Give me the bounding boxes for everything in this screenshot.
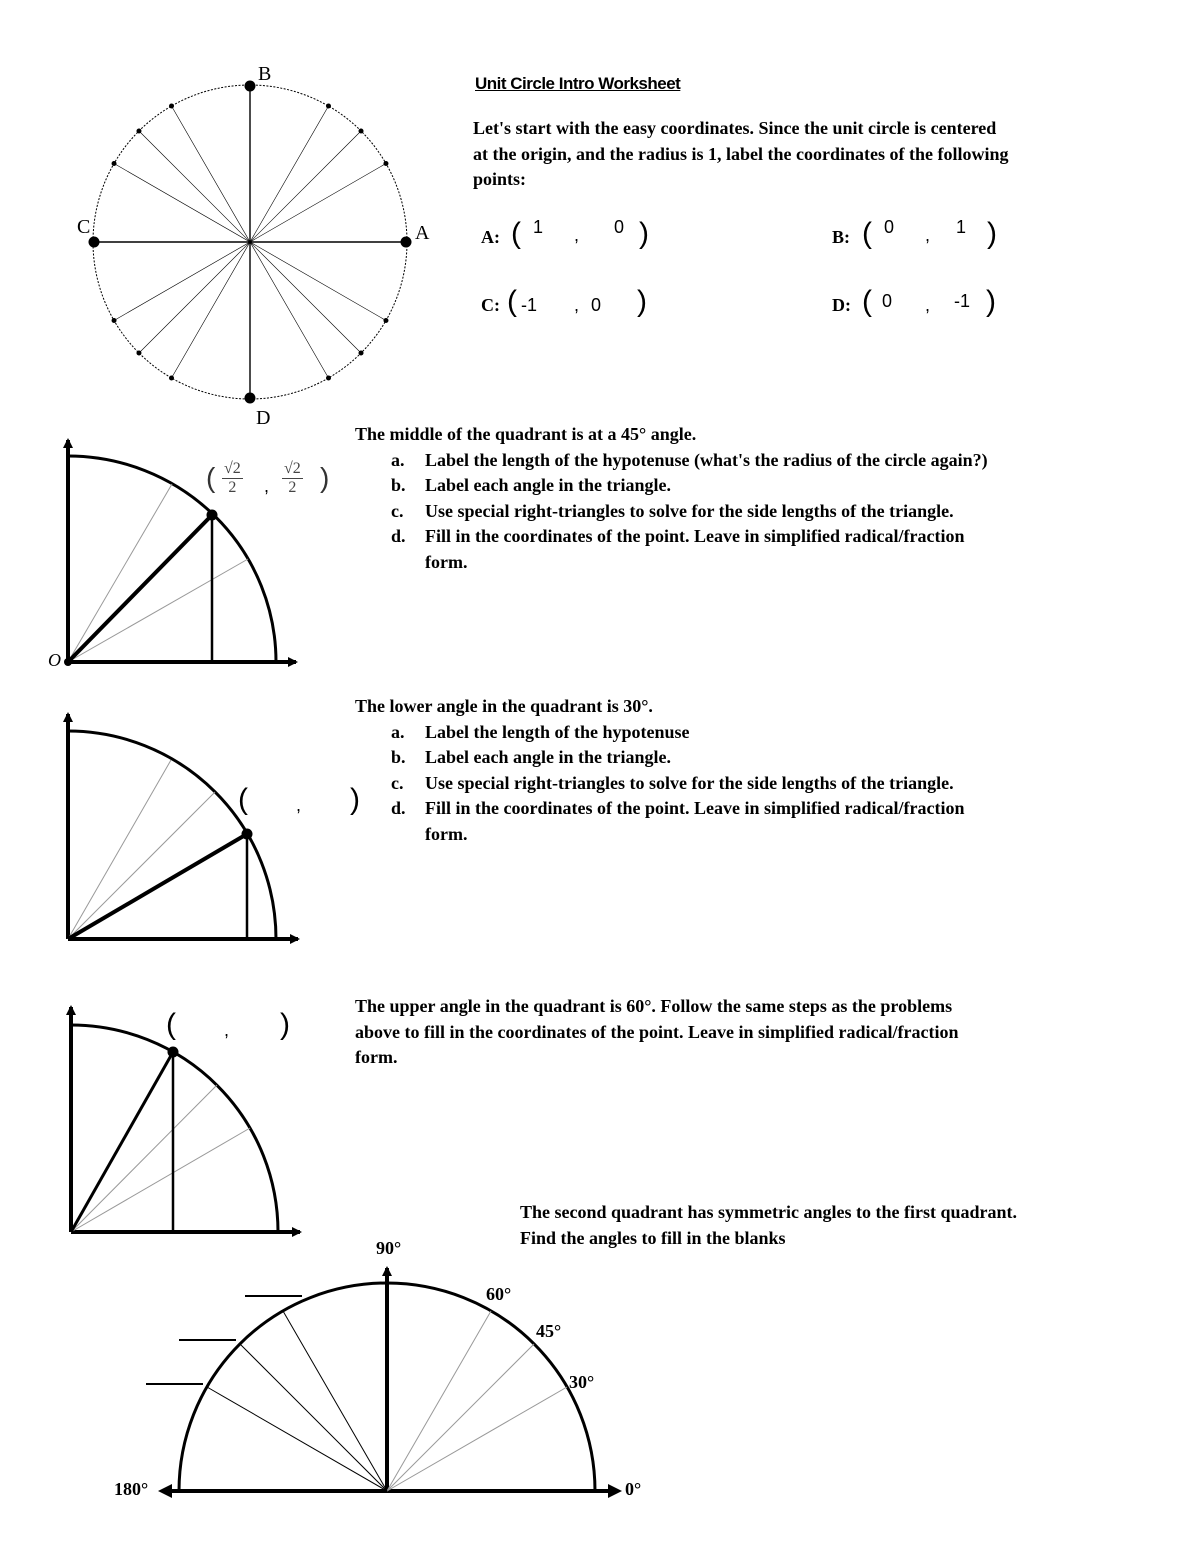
semi-line-60 [387,1311,491,1491]
q60-answer-coordinate [166,1008,306,1052]
intro-line-3: points: [473,169,527,189]
angle-label-0: 0° [625,1479,642,1499]
intro-line-2: at the origin, and the radius is 1, label the coordinates of the following [473,143,1009,164]
q30-point [242,829,253,840]
step-item [355,796,1155,822]
step-item [355,771,1155,797]
second-quadrant-line-2: Find the angles to fill in the blanks [520,1227,786,1248]
coordinate-c-label: C: [481,295,500,315]
step-letter: c. [391,772,404,793]
angle-label-60: 60° [486,1284,512,1304]
q45-x-fraction [222,460,243,497]
intro-line-1: Let's start with the easy coordinates. Since the unit circle is centered [473,118,997,138]
angle-dot [112,318,117,323]
intro-paragraph [473,116,1173,193]
q30-open-paren: ( [238,783,248,816]
coordinate-a-x: 1 [533,217,544,237]
q45-hypotenuse [68,515,212,662]
step-letter: d. [391,526,406,546]
step-text: Label the length of the hypotenuse (what's the radius of the circle again?) [425,449,988,470]
q45-y-denominator: 2 [288,479,297,496]
step-item [355,473,1155,499]
q45-x-denominator: 2 [228,479,237,496]
q45-x-numerator: √2 [224,460,241,477]
section-60-line-2: above to fill in the coordinates of the point. Leave in simplified radical/fraction [355,1021,959,1042]
label-b: B [258,63,272,85]
section-30-text [355,694,1155,847]
step-letter: b. [391,475,406,495]
q30-close-paren: ) [350,783,360,816]
step-item [355,448,1155,474]
semi-arrow-left [158,1484,172,1498]
step-item [355,550,1155,576]
semi-line-30 [387,1387,567,1491]
coordinate-d-open-paren: ( [862,285,872,318]
q60-guide-45 [71,1085,217,1232]
step-item [355,720,1155,746]
section-45-text [355,422,1155,575]
coordinate-d-close-paren: ) [986,285,996,318]
section-30-intro: The lower angle in the quadrant is 30°. [355,696,653,716]
angle-label-180: 180° [114,1479,149,1499]
point-a [401,237,412,248]
coordinate-d [832,285,1032,325]
step-item [355,822,1155,848]
q60-close-paren: ) [280,1008,290,1041]
coordinate-a-label: A: [481,227,500,247]
semi-line-135 [240,1344,387,1491]
step-text: form. [425,551,468,572]
angle-label-45: 45° [536,1321,562,1341]
q45-guide-30 [68,559,248,662]
q30-answer-coordinate [238,783,378,827]
step-text: Fill in the coordinates of the point. Leave in simplified radical/fraction [425,526,965,546]
q45-origin-dot [64,658,72,666]
origin-label: O [48,650,61,670]
angle-label-30: 30° [569,1372,595,1392]
coordinate-d-y: -1 [954,291,971,311]
coordinate-c-open-paren: ( [507,285,517,318]
angle-dot [326,375,331,380]
coordinate-b-close-paren: ) [987,217,997,250]
semi-arrow-right [608,1484,622,1498]
angle-dot [359,351,364,356]
step-letter: b. [391,747,406,767]
step-item [355,499,1155,525]
q45-comma: , [264,476,270,496]
coordinate-b-comma: , [925,225,931,245]
q60-guide-30 [71,1128,250,1232]
coordinate-a-comma: , [574,225,580,245]
coordinate-d-comma: , [925,295,931,315]
semi-line-120 [283,1311,387,1491]
step-text: Label each angle in the triangle. [425,747,671,767]
angle-dot [326,104,331,109]
coordinate-d-x: 0 [882,291,893,311]
semi-line-150 [207,1387,387,1491]
angle-dot [383,161,388,166]
coordinate-c-comma: , [574,295,580,315]
q45-close-paren: ) [320,462,330,493]
angle-dot [136,128,141,133]
angle-dot [169,104,174,109]
coordinate-c [481,285,681,325]
step-text: Fill in the coordinates of the point. Leave in simplified radical/fraction [425,798,965,818]
coordinate-b-open-paren: ( [862,217,872,250]
q45-open-paren: ( [206,462,216,493]
angle-label-90: 90° [376,1238,402,1258]
section-45-steps [355,448,1155,576]
coordinate-c-x: -1 [521,295,538,315]
angle-dot [383,318,388,323]
coordinate-b-label: B: [832,227,850,247]
q45-answer-coordinate [206,460,346,510]
coordinate-a-y: 0 [614,217,625,237]
q45-y-numerator: √2 [284,460,301,477]
coordinate-a-open-paren: ( [511,217,521,250]
second-quadrant-line-1: The second quadrant has symmetric angles to the first quadrant. [520,1202,1018,1222]
angle-dot [169,375,174,380]
q60-comma: , [224,1020,230,1040]
step-text: Use special right-triangles to solve for the side lengths of the triangle. [425,772,954,793]
step-item [355,524,1155,550]
coordinate-c-close-paren: ) [637,285,647,318]
angle-dot [112,161,117,166]
second-quadrant-text [520,1200,1180,1251]
label-a: A [415,222,430,244]
step-letter: a. [391,721,405,742]
step-text: Use special right-triangles to solve for the side lengths of the triangle. [425,500,954,521]
section-60-line-1: The upper angle in the quadrant is 60°. Follow the same steps as the problems [355,996,953,1016]
coordinate-b-x: 0 [884,217,895,237]
q60-hypotenuse [71,1052,173,1232]
q30-guide-60 [68,760,171,939]
worksheet-title: Unit Circle Intro Worksheet [475,74,681,93]
semi-line-45 [387,1344,534,1491]
step-letter: d. [391,798,406,818]
section-60-line-3: form. [355,1047,398,1067]
point-b [245,81,256,92]
step-letter: a. [391,449,405,470]
step-letter: c. [391,500,404,521]
step-item [355,745,1155,771]
q45-y-fraction [282,460,303,497]
point-d [245,393,256,404]
coordinate-c-y: 0 [591,295,602,315]
step-text: Label each angle in the triangle. [425,475,671,495]
coordinate-d-label: D: [832,295,851,315]
q45-point [207,510,218,521]
coordinate-b [832,217,1032,257]
unit-circle-figure [89,81,412,404]
semicircle-figure [146,1268,622,1498]
section-45-intro: The middle of the quadrant is at a 45° angle. [355,424,697,444]
label-d: D [256,407,271,429]
angle-dot [136,351,141,356]
step-text: Label the length of the hypotenuse [425,721,690,742]
coordinate-a [481,217,681,257]
angle-dot [359,128,364,133]
section-30-steps [355,720,1155,848]
label-c: C [77,216,91,238]
q30-comma: , [296,795,302,815]
section-60-text [355,994,1155,1071]
coordinate-a-close-paren: ) [639,217,649,250]
q60-open-paren: ( [166,1008,176,1041]
coordinate-b-y: 1 [956,217,967,237]
step-text: form. [425,823,468,844]
